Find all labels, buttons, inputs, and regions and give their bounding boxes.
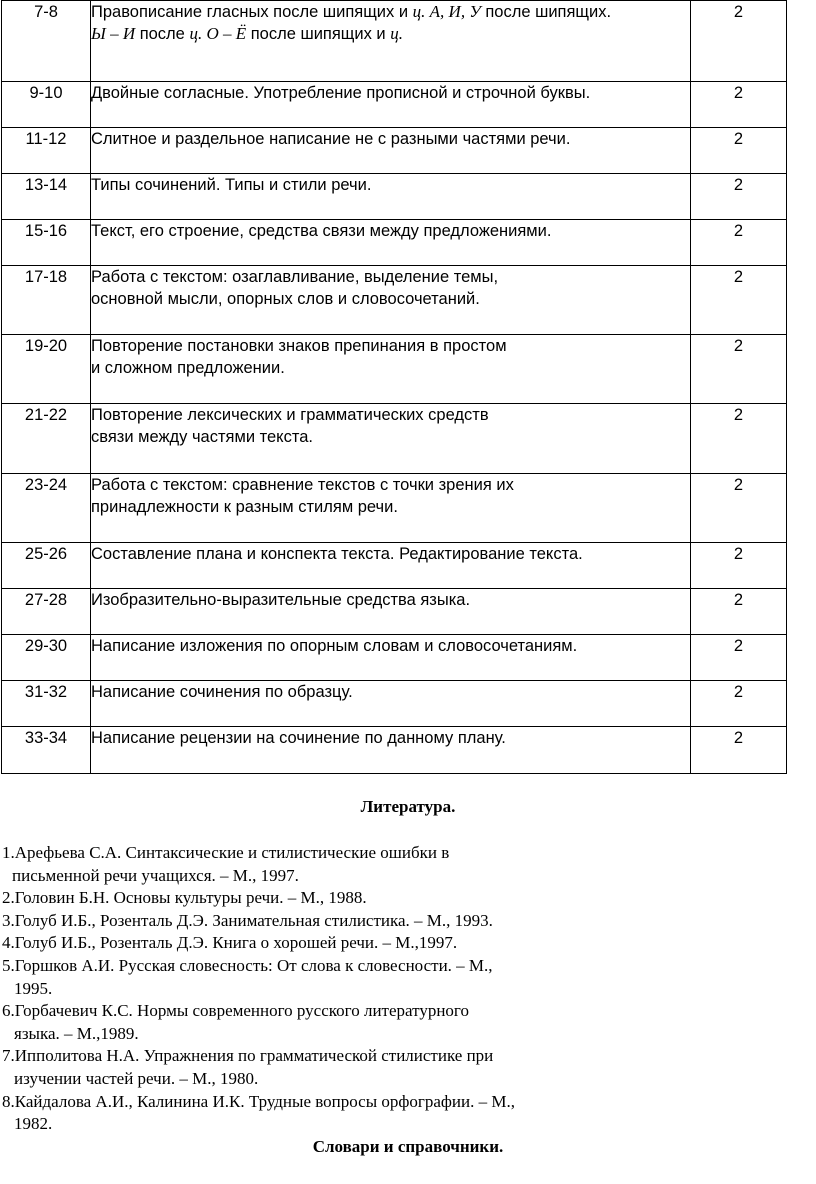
lesson-topic	[91, 266, 691, 335]
table-row	[2, 220, 787, 266]
table-row	[2, 543, 787, 589]
topic-line: Написание сочинения по образцу.	[91, 683, 353, 701]
lesson-number: 27-28	[2, 589, 91, 635]
table-row	[2, 635, 787, 681]
table-row	[2, 681, 787, 727]
topic-line: Двойные согласные. Употребление прописной и строчной буквы.	[91, 84, 591, 102]
literature-item-continuation: письменной речи учащихся. – М., 1997.	[12, 865, 299, 885]
lesson-hours: 2	[691, 404, 787, 474]
lesson-number: 19-20	[2, 335, 91, 404]
literature-item-continuation: языка. – М.,1989.	[14, 1023, 139, 1043]
lesson-hours: 2	[691, 543, 787, 589]
lesson-hours: 2	[691, 266, 787, 335]
literature-item-text: 4.Голуб И.Б., Розенталь Д.Э. Книга о хорошей речи. – М.,1997.	[2, 933, 458, 953]
lesson-plan-body	[2, 1, 787, 774]
literature-item	[2, 1000, 782, 1045]
lesson-topic	[91, 220, 691, 266]
topic-line: Работа с текстом: сравнение текстов с точки зрения их	[91, 476, 514, 494]
table-row	[2, 174, 787, 220]
lesson-hours: 2	[691, 220, 787, 266]
literature-item	[2, 842, 782, 887]
table-row	[2, 128, 787, 174]
lesson-number: 33-34	[2, 727, 91, 774]
lesson-topic	[91, 635, 691, 681]
literature-item-text: 5.Горшков А.И. Русская словесность: От слова к словесности. – М.,	[2, 955, 493, 975]
table-row	[2, 1, 787, 82]
literature-item	[2, 955, 782, 1000]
lesson-topic	[91, 543, 691, 589]
literature-item-text: 7.Ипполитова Н.А. Упражнения по грамматической стилистике при	[2, 1046, 494, 1066]
lesson-number: 11-12	[2, 128, 91, 174]
lesson-number: 15-16	[2, 220, 91, 266]
lesson-hours: 2	[691, 174, 787, 220]
topic-line: основной мысли, опорных слов и словосочетаний.	[91, 290, 480, 308]
lesson-topic	[91, 474, 691, 543]
lesson-hours: 2	[691, 82, 787, 128]
topic-line: Повторение лексических и грамматических средств	[91, 406, 489, 424]
literature-heading: Литература.	[360, 797, 456, 816]
lesson-topic	[91, 82, 691, 128]
lesson-hours: 2	[691, 589, 787, 635]
lesson-topic	[91, 174, 691, 220]
topic-line: связи между частями текста.	[91, 428, 313, 446]
topic-line: Правописание гласных после шипящих и ц. А, И, У после шипящих.	[91, 2, 612, 21]
lesson-topic	[91, 404, 691, 474]
literature-item-text: 3.Голуб И.Б., Розенталь Д.Э. Занимательная стилистика. – М., 1993.	[2, 910, 493, 930]
literature-list	[2, 842, 782, 1136]
lesson-hours: 2	[691, 335, 787, 404]
literature-item-text: 2.Головин Б.Н. Основы культуры речи. – М., 1988.	[2, 888, 367, 908]
lesson-hours: 2	[691, 474, 787, 543]
topic-line: Составление плана и конспекта текста. Редактирование текста.	[91, 545, 583, 563]
lesson-topic	[91, 335, 691, 404]
topic-line: и сложном предложении.	[91, 359, 285, 377]
lesson-hours: 2	[691, 128, 787, 174]
lesson-number: 29-30	[2, 635, 91, 681]
topic-line: Слитное и раздельное написание не с разными частями речи.	[91, 130, 571, 148]
literature-item	[2, 1045, 782, 1090]
lesson-topic	[91, 128, 691, 174]
literature-item-continuation: 1982.	[14, 1114, 53, 1134]
topic-line: Написание изложения по опорным словам и словосочетаниям.	[91, 637, 578, 655]
lesson-hours: 2	[691, 681, 787, 727]
table-row	[2, 474, 787, 543]
lesson-number: 9-10	[2, 82, 91, 128]
literature-item-text: 8.Кайдалова А.И., Калинина И.К. Трудные вопросы орфографии. – М.,	[2, 1091, 515, 1111]
lesson-hours: 2	[691, 635, 787, 681]
lesson-plan-table	[1, 0, 787, 774]
lesson-topic	[91, 681, 691, 727]
topic-line: принадлежности к разным стилям речи.	[91, 498, 398, 516]
topic-line: Текст, его строение, средства связи между предложениями.	[91, 222, 552, 240]
literature-item	[2, 932, 782, 955]
lesson-number: 17-18	[2, 266, 91, 335]
topic-line: Повторение постановки знаков препинания в простом	[91, 337, 507, 355]
lesson-number: 7-8	[2, 1, 91, 82]
lesson-topic	[91, 589, 691, 635]
literature-item-continuation: 1995.	[14, 978, 53, 998]
table-row	[2, 589, 787, 635]
dictionaries-heading: Словари и справочники.	[312, 1137, 504, 1156]
topic-line: Изобразительно-выразительные средства языка.	[91, 591, 471, 609]
literature-item	[2, 910, 782, 933]
literature-item-text: 6.Горбачевич К.С. Нормы современного русского литературного	[2, 1001, 469, 1021]
lesson-hours: 2	[691, 1, 787, 82]
table-row	[2, 335, 787, 404]
topic-line: Работа с текстом: озаглавливание, выделение темы,	[91, 268, 499, 286]
table-row	[2, 404, 787, 474]
literature-item	[2, 1091, 782, 1136]
lesson-number: 25-26	[2, 543, 91, 589]
lesson-number: 31-32	[2, 681, 91, 727]
table-row	[2, 266, 787, 335]
lesson-number: 13-14	[2, 174, 91, 220]
lesson-number: 23-24	[2, 474, 91, 543]
literature-item	[2, 887, 782, 910]
topic-line: Написание рецензии на сочинение по данному плану.	[91, 729, 506, 747]
lesson-number: 21-22	[2, 404, 91, 474]
topic-line: Ы – И после ц. О – Ё после шипящих и ц.	[91, 24, 403, 43]
literature-item-continuation: изучении частей речи. – М., 1980.	[14, 1068, 259, 1088]
table-row	[2, 727, 787, 774]
lesson-topic	[91, 1, 691, 82]
literature-item-text: 1.Арефьева С.А. Синтаксические и стилистические ошибки в	[2, 843, 450, 862]
table-row	[2, 82, 787, 128]
lesson-topic	[91, 727, 691, 774]
topic-line: Типы сочинений. Типы и стили речи.	[91, 176, 372, 194]
lesson-hours: 2	[691, 727, 787, 774]
